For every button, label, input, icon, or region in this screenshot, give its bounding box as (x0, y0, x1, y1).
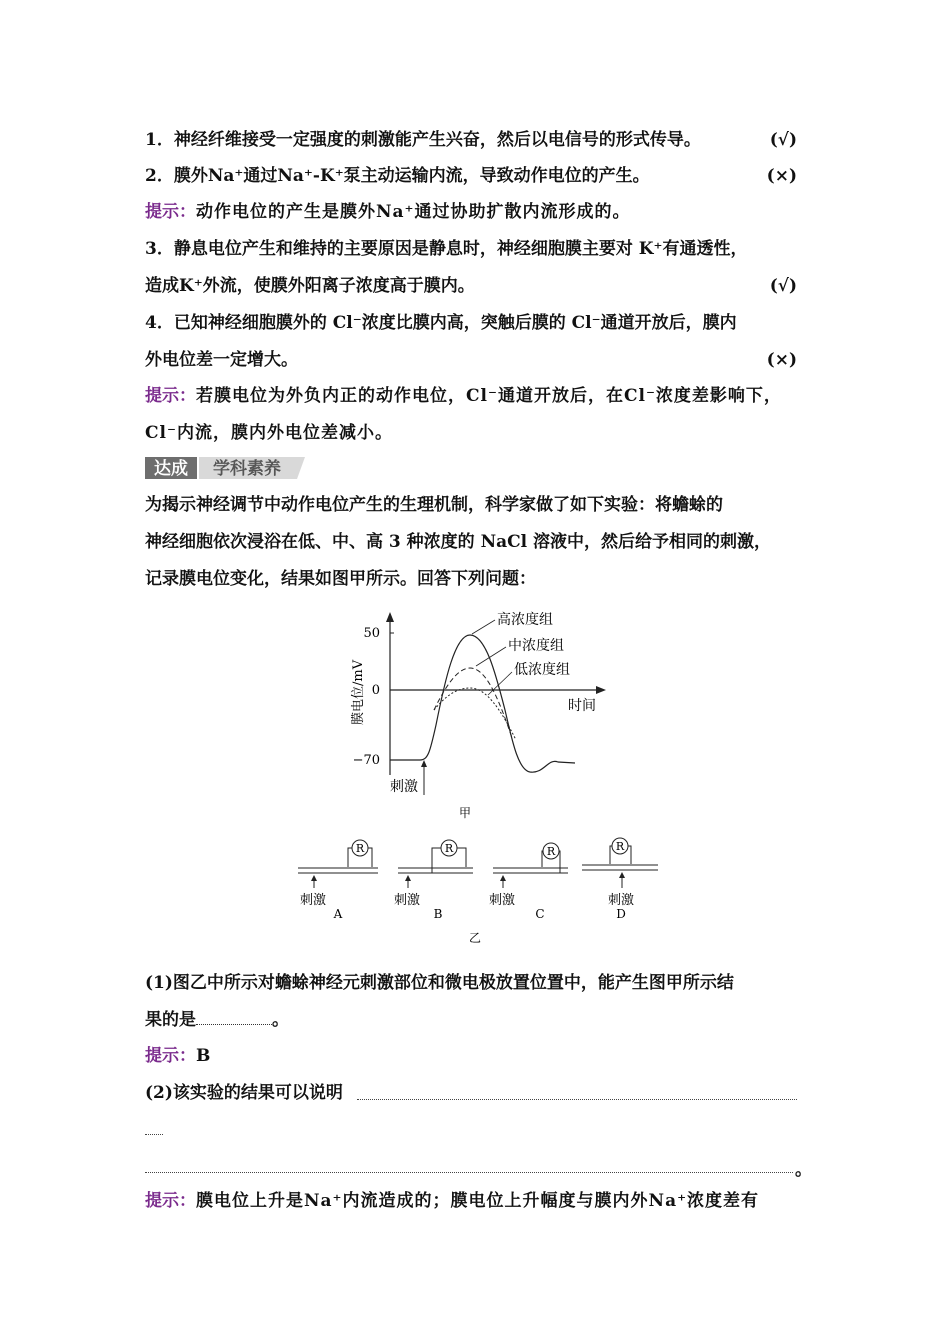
curve-high (390, 635, 575, 772)
y-axis-arrow (386, 612, 394, 622)
setup-b-electrode-1 (432, 848, 441, 873)
question-1-end: 。 (272, 1010, 289, 1030)
intro-line-2 (145, 530, 815, 554)
setup-b-meter-label: R (444, 842, 454, 855)
hint-4-line-2 (145, 421, 815, 445)
setup-d (582, 838, 658, 921)
setup-a-stimulus-label: 刺激 (300, 893, 327, 908)
leader-high (472, 620, 495, 634)
curve-label-high: 高浓度组 (497, 612, 553, 628)
setup-c (489, 843, 568, 921)
y-axis-label: 膜电位/mV (351, 659, 366, 725)
hint-2 (145, 200, 815, 224)
section-banner (145, 455, 315, 481)
question-2-text: (2)该实验的结果可以说明 (145, 1083, 343, 1103)
answer-blank-1[interactable] (196, 1008, 272, 1025)
question-1-line-1 (145, 971, 815, 995)
setup-a-stimulus-head (311, 875, 317, 881)
curve-low (434, 688, 516, 740)
stimulus-arrow-head (421, 760, 427, 767)
curve-mid (434, 668, 512, 738)
setup-d-electrode-1 (610, 846, 612, 864)
intro-line-1 (145, 493, 815, 517)
setup-d-stimulus-head (619, 872, 625, 878)
setup-c-label: C (535, 907, 545, 921)
stimulus-label: 刺激 (390, 779, 418, 795)
hint-label: 提示： (145, 1046, 196, 1066)
setup-a-label: A (333, 907, 343, 921)
figure-membrane-potential (290, 600, 630, 830)
question-1-text-1: (1)图乙中所示对蟾蜍神经元刺激部位和微电极放置位置中，能产生图甲所示结 (145, 973, 734, 993)
setup-c-stimulus-label: 刺激 (489, 893, 516, 908)
banner-right-text: 学科素养 (213, 459, 281, 479)
setup-b-label: B (433, 907, 443, 921)
answer-blank-2-line-2[interactable] (145, 1134, 163, 1135)
tick-label-neg70: −70 (352, 753, 380, 768)
item-4-text-2: 外电位差一定增大。 (145, 350, 298, 370)
setup-a (298, 840, 378, 921)
hint-2-text: 动作电位的产生是膜外Na⁺通过协助扩散内流形成的。 (196, 202, 631, 222)
figure-b-caption: 乙 (468, 931, 482, 945)
item-1-text: 1．神经纤维接受一定强度的刺激能产生兴奋，然后以电信号的形式传导。 (145, 130, 701, 150)
figure-a-caption: 甲 (458, 806, 472, 820)
item-3-line-2 (145, 274, 815, 298)
setup-b (394, 840, 473, 921)
question-1-text-2: 果的是 (145, 1010, 196, 1030)
question-1-line-2 (145, 1008, 815, 1032)
hint-label: 提示： (145, 386, 196, 406)
curve-label-low: 低浓度组 (514, 662, 570, 678)
item-4-line-2 (145, 348, 815, 372)
answer-blank-2-line-3[interactable] (145, 1172, 793, 1173)
setup-d-meter-label: R (615, 840, 625, 853)
figure-electrode-setups (290, 832, 670, 947)
hint-q2-text: 膜电位上升是Na⁺内流造成的；膜电位上升幅度与膜内外Na⁺浓度差有 (196, 1191, 760, 1211)
intro-line-3 (145, 567, 815, 591)
hint-4-text-2: Cl⁻内流，膜内外电位差减小。 (145, 423, 393, 443)
item-3-line-1 (145, 237, 815, 261)
item-3-text-2: 造成K⁺外流，使膜外阳离子浓度高于膜内。 (145, 276, 475, 296)
hint-q2 (145, 1189, 815, 1213)
item-2-text: 2．膜外Na⁺通过Na⁺-K⁺泵主动运输内流，导致动作电位的产生。 (145, 166, 650, 186)
item-2-mark: (×) (766, 166, 797, 186)
x-axis-arrow (596, 686, 606, 694)
setup-a-meter-label: R (355, 842, 365, 855)
item-2 (145, 164, 815, 188)
tick-label-50: 50 (363, 626, 380, 641)
setup-c-electrode-2 (559, 851, 560, 873)
item-4-line-1 (145, 311, 815, 335)
item-4-text-1: 4．已知神经细胞膜外的 Cl⁻浓度比膜内高，突触后膜的 Cl⁻通道开放后，膜内 (145, 313, 737, 333)
setup-a-electrode-1 (348, 848, 352, 867)
setup-c-stimulus-head (500, 875, 506, 881)
item-3-text-1: 3．静息电位产生和维持的主要原因是静息时，神经细胞膜主要对 K⁺有通透性， (145, 239, 748, 259)
answer-blank-2-line-1[interactable] (357, 1099, 797, 1100)
hint-label: 提示： (145, 202, 196, 222)
setup-d-label: D (616, 907, 626, 921)
intro-text-1: 为揭示神经调节中动作电位产生的生理机制，科学家做了如下实验：将蟾蜍的 (145, 495, 723, 515)
banner-left-text: 达成 (154, 459, 188, 479)
curve-label-mid: 中浓度组 (508, 638, 564, 654)
setup-b-stimulus-head (405, 875, 411, 881)
item-3-mark: (√) (769, 276, 797, 296)
item-4-mark: (×) (766, 350, 797, 370)
hint-4-text-1: 若膜电位为外负内正的动作电位，Cl⁻通道开放后，在Cl⁻浓度差影响下， (196, 386, 782, 406)
setup-d-stimulus-label: 刺激 (608, 893, 635, 908)
question-2-line-1 (145, 1081, 815, 1105)
hint-4-line-1 (145, 384, 815, 408)
intro-text-2: 神经细胞依次浸浴在低、中、高 3 种浓度的 NaCl 溶液中，然后给予相同的刺激， (145, 532, 772, 552)
item-1 (145, 128, 815, 152)
question-2-end: 。 (795, 1160, 812, 1180)
hint-label: 提示： (145, 1191, 196, 1211)
setup-a-electrode-2 (368, 848, 372, 867)
hint-q1 (145, 1044, 815, 1068)
x-axis-label: 时间 (568, 698, 596, 714)
hint-q1-answer: B (196, 1046, 211, 1066)
item-1-mark: (√) (769, 130, 797, 150)
setup-b-electrode-2 (457, 848, 466, 867)
tick-label-0: 0 (371, 683, 380, 698)
setup-c-meter-label: R (546, 845, 556, 858)
intro-text-3: 记录膜电位变化，结果如图甲所示。回答下列问题： (145, 569, 536, 589)
setup-b-stimulus-label: 刺激 (394, 893, 421, 908)
setup-d-electrode-2 (628, 846, 631, 864)
